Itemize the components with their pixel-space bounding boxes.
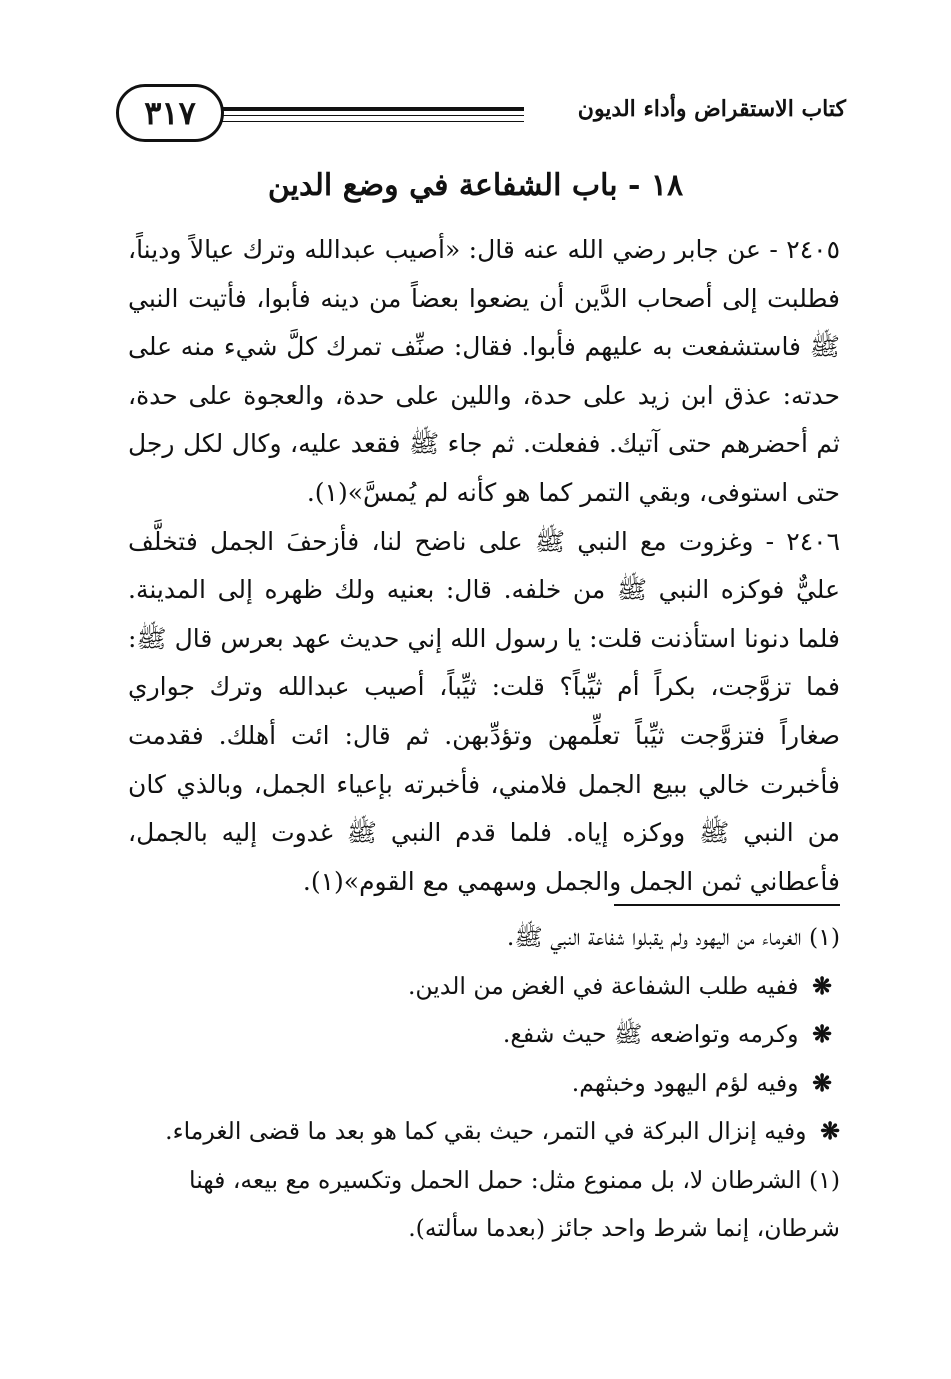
header-rule-thin bbox=[222, 121, 524, 122]
footnote-bullet: ❋ وكرمه وتواضعه ﷺ حيث شفع. bbox=[128, 1010, 840, 1059]
footnote-bullet: ❋ وفيه إنزال البركة في التمر، حيث بقي كما هو بعد ما قضى الغرماء. bbox=[128, 1107, 840, 1156]
running-title: كتاب الاستقراض وأداء الديون bbox=[577, 96, 846, 122]
bullet-star-icon: ❋ bbox=[812, 1020, 832, 1048]
running-header bbox=[116, 84, 846, 146]
main-text bbox=[128, 226, 840, 906]
hadith-2406: ٢٤٠٦ - وغزوت مع النبي ﷺ على ناضح لنا، فأزحفَ الجمل فتخلَّف عليٌّ فوكزه النبي ﷺ من خلفه. قال: بعنيه ولك ظهره إلى المدينة. فلما دنونا استأذنت قلت: يا رسول الله إني حديث عهد بعرس قال ﷺ: فما تزوَّجت، بكراً أم ثيِّباً؟ قلت: ثيِّباً، أصيب عبدالله وترك جواري صغاراً فتزوَّجت ثيِّباً تعلِّمهن وتؤدِّبهن. ثم قال: ائت أهلك. فقدمت فأخبرت خالي ببيع الجمل فلامني، فأخبرته بإعياء الجمل، وبالذي كان من النبي ﷺ ووكزه إياه. فلما قدم النبي ﷺ غدوت إليه بالجمل، فأعطاني ثمن الجمل والجمل وسهمي مع القوم»(١). bbox=[128, 526, 840, 896]
footnote-2: (١) الشرطان لا، بل ممنوع مثل: حمل الحمل وتكسيره مع بيعه، فهنا شرطان، إنما شرط واحد جائز (بعدما سألته). bbox=[189, 1165, 840, 1242]
footnotes bbox=[128, 913, 840, 1253]
hadith-2405: ٢٤٠٥ - عن جابر رضي الله عنه قال: «أصيب عبدالله وترك عيالاً وديناً، فطلبت إلى أصحاب الدَّين أن يضعوا بعضاً من دينه فأبوا، فأتيت النبي ﷺ فاستشفعت به عليهم فأبوا. فقال: صنِّف تمرك كلَّ شيء منه على حدته: عذق ابن زيد على حدة، واللين على حدة، والعجوة على حدة، ثم أحضرهم حتى آتيك. ففعلت. ثم جاء ﷺ فقعد عليه، وكال لكل رجل حتى استوفى، وبقي التمر كما هو كأنه لم يُمسَّ»(١). bbox=[128, 235, 840, 507]
footnote-1: (١) الغرماء من اليهود ولم يقبلوا شفاعة النبي ﷺ. bbox=[506, 923, 840, 951]
footnote-bullet: ❋ وفيه لؤم اليهود وخبثهم. bbox=[128, 1059, 840, 1108]
bullet-star-icon: ❋ bbox=[820, 1117, 840, 1145]
header-rule bbox=[222, 107, 524, 116]
page-number: ٣١٧ bbox=[116, 84, 224, 142]
bullet-star-icon: ❋ bbox=[812, 1068, 832, 1097]
chapter-title: ١٨ - باب الشفاعة في وضع الدين bbox=[267, 168, 684, 203]
bullet-star-icon: ❋ bbox=[812, 971, 832, 1000]
footnote-bullet: ❋ ففيه طلب الشفاعة في الغض من الدين. bbox=[128, 962, 840, 1011]
footnote-separator bbox=[614, 904, 840, 906]
